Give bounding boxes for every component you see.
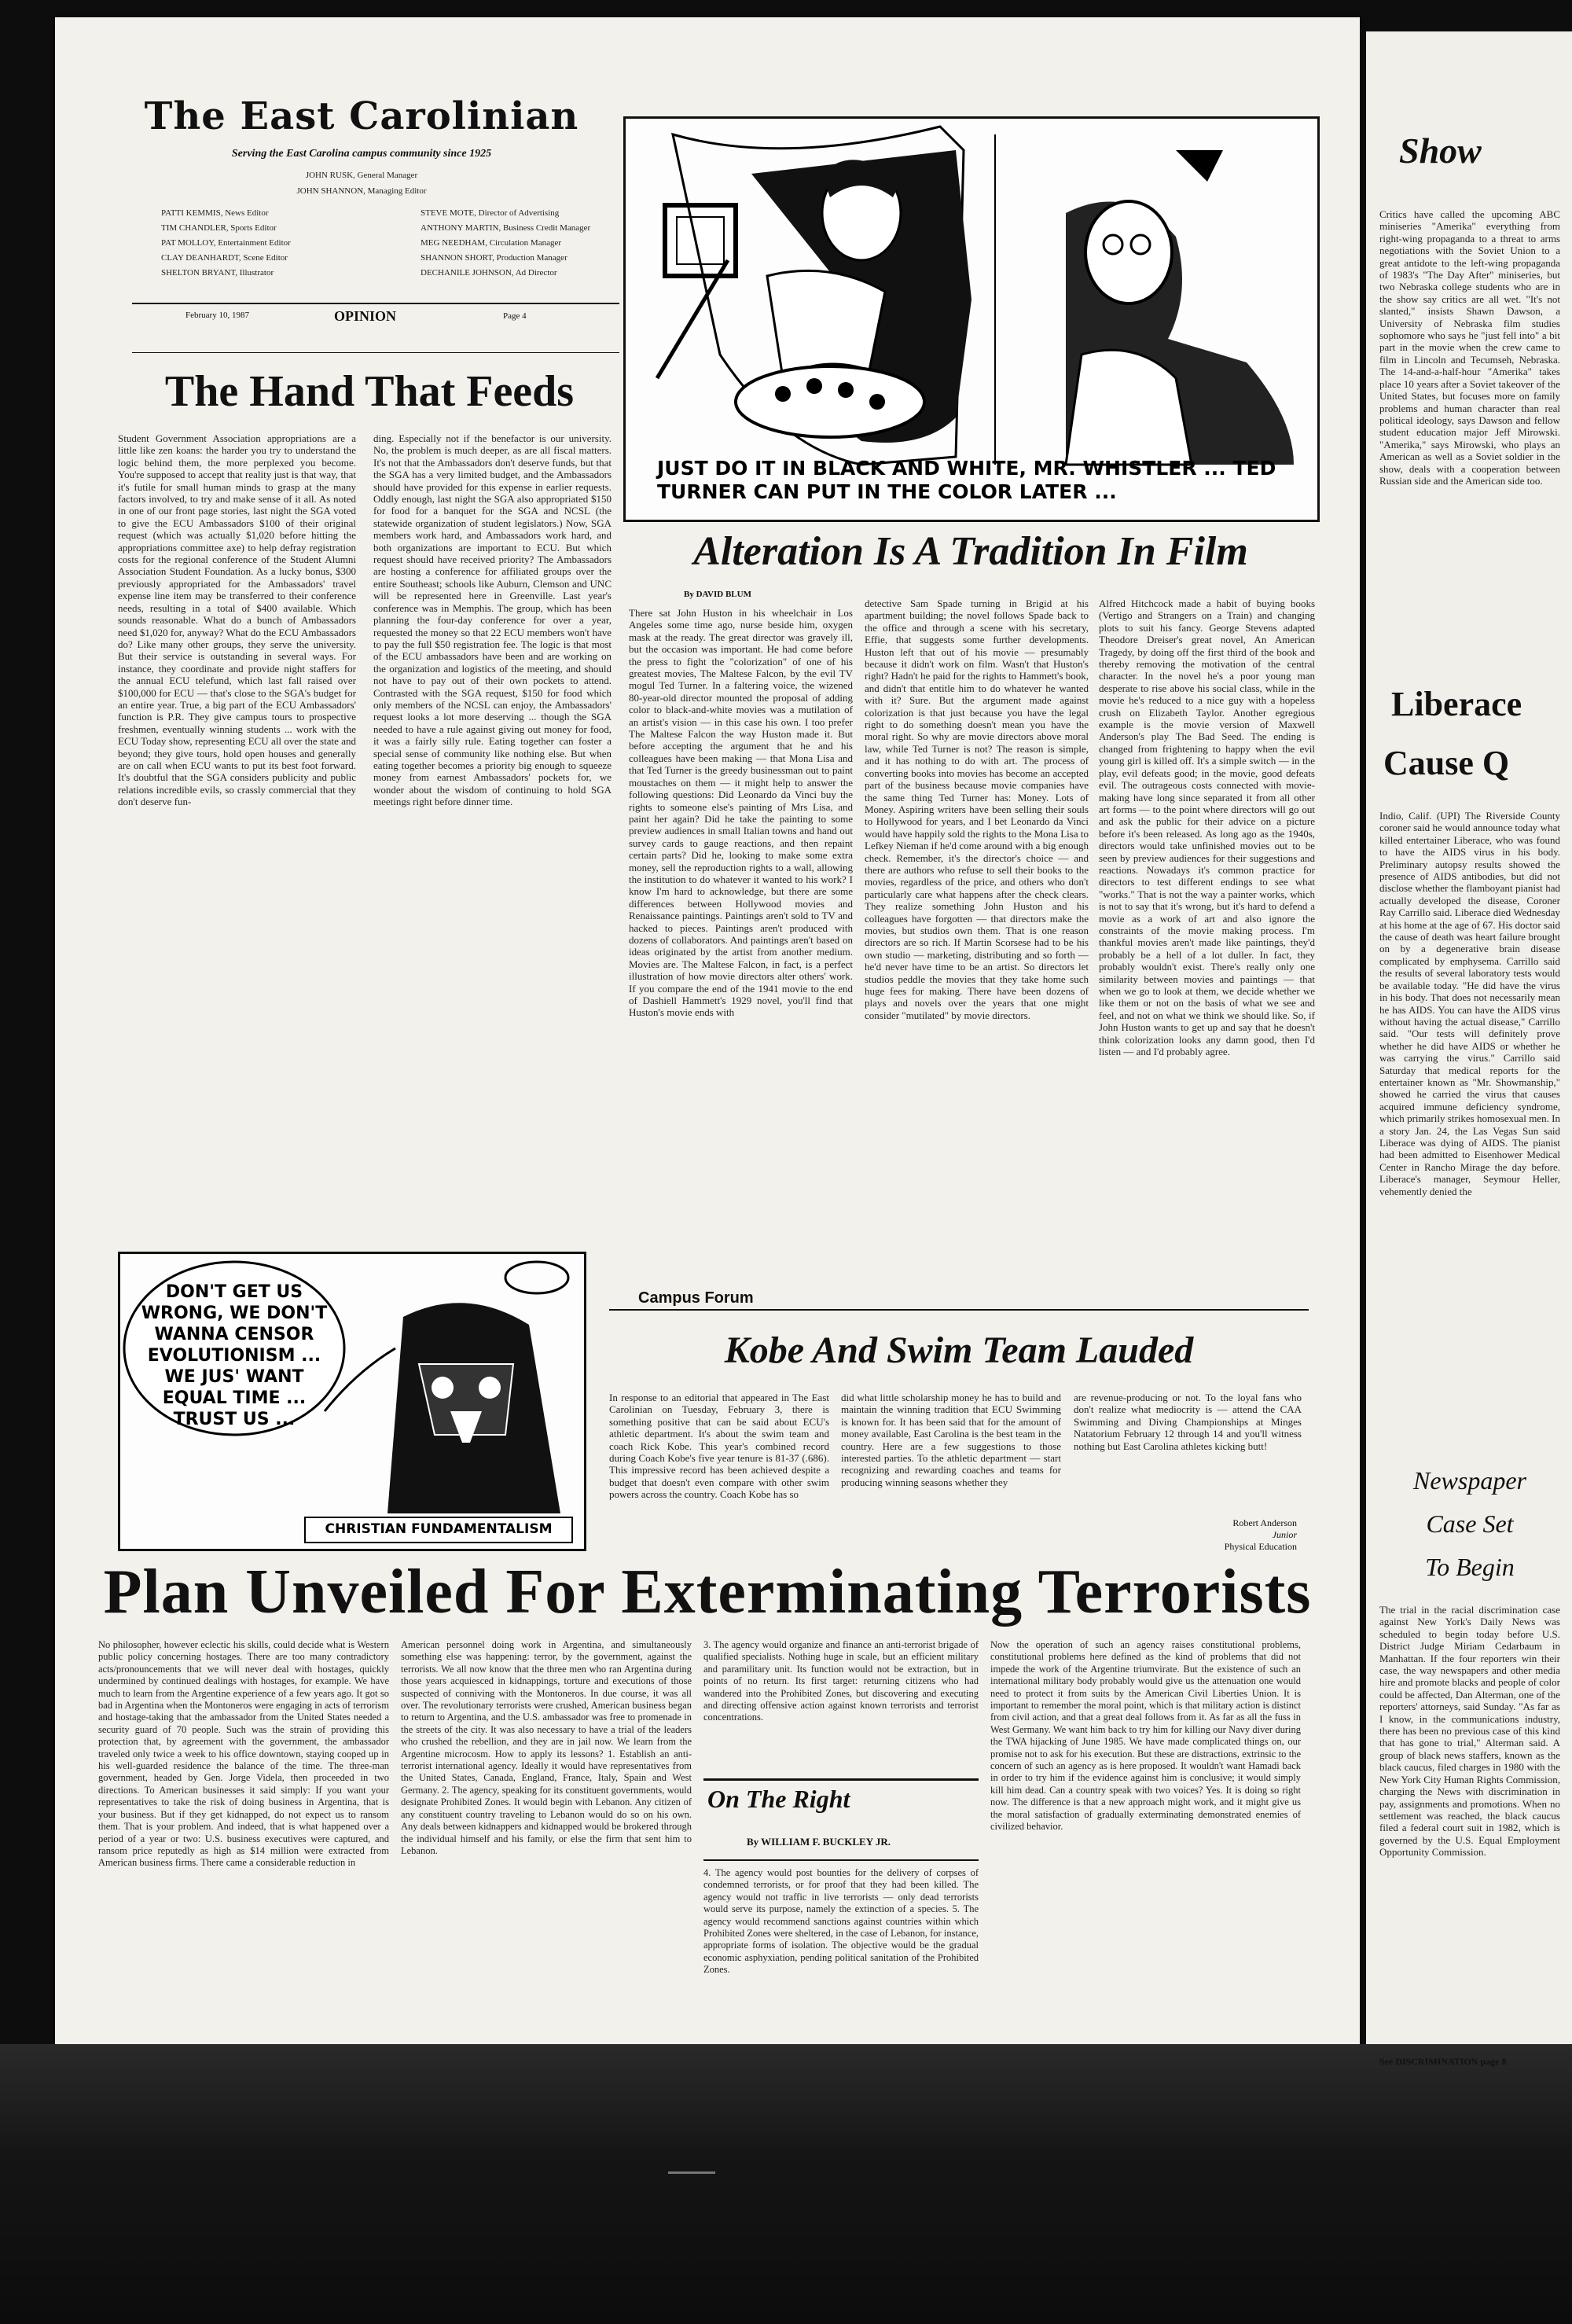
terrorists-headline: Plan Unveiled For Exterminating Terrorists bbox=[103, 1557, 1312, 1627]
whistler-caption: JUST DO IT IN BLACK AND WHITE, MR. WHISTLER ... TED TURNER CAN PUT IN THE COLOR LATER ... bbox=[657, 457, 1276, 503]
terrorists-column-2: American personnel doing work in Argentina, and simultaneously something else was happening: terror, by the government, against the terrorists. We all now know that the three men who ran Argentina during those years acquiesced in kidnappings, torture and executions of those suspected of conniving with the Montoneros. In due course, it was all over. The revolutionary terrorists were crushed, American business began to return to Argentina, and the U.S. ambassador was free to promenade in the streets of the city. It was also necessary to have a trial of the leaders who crushed the rebellion, and they are in jail now. We learn from the Argentine microcosm. How to apply its lessons? 1. Establish an anti-terrorist international agency. Ideally it would have representatives from the United States, Canada, England, France, Italy, Spain and West Germany. 2. The agency, speaking for its constituent governments, would designate Prohibited Zones. It would begin with Lebanon. Any citizen of any constituent country traveling to Lebanon would do so on his own. Any deals between kidnappers and kidnapped would be brokered through the individual himself and his family, or else the firm that sent him to Lebanon. bbox=[401, 1639, 692, 1856]
staff-list-right bbox=[421, 206, 633, 281]
staff-entry: CLAY DEANHARDT, Scene Editor bbox=[161, 253, 288, 263]
section-label: OPINION bbox=[334, 308, 397, 324]
forum-headline: Kobe And Swim Team Lauded bbox=[724, 1329, 1194, 1371]
film-byline: By DAVID BLUM bbox=[684, 590, 751, 599]
show-headline: Show bbox=[1399, 131, 1482, 171]
cartoon-label: CHRISTIAN FUNDAMENTALISM bbox=[325, 1521, 553, 1537]
masthead-gm: JOHN RUSK, General Manager bbox=[305, 171, 418, 180]
staff-entry: PAT MOLLOY, Entertainment Editor bbox=[161, 238, 291, 248]
signature-name: Robert Anderson bbox=[1232, 1517, 1297, 1528]
staff-entry: MEG NEEDHAM, Circulation Manager bbox=[421, 238, 562, 248]
fundamentalism-cartoon bbox=[118, 1252, 586, 1551]
staff-entry: DECHANILE JOHNSON, Ad Director bbox=[421, 268, 557, 278]
forum-rule bbox=[609, 1309, 1309, 1311]
forum-column-1: In response to an editorial that appeared in The East Carolinian on Tuesday, February 3, there is something positive that can be said about ECU's athletic department. It's about the swim team and coach Rick Kobe. This year's combined record during Coach Kobe's five year tenure is 81-37 (.686). This impressive record has been achieved despite a budget that doesn't even compare with other swim powers across the country. Coach Kobe has so bbox=[609, 1392, 829, 1501]
issue-date: February 10, 1987 bbox=[185, 311, 249, 320]
liberace-headline-2: Cause Q bbox=[1383, 744, 1510, 782]
masthead-rule bbox=[132, 303, 619, 304]
newspaper-article: The trial in the racial discrimination case against New York's Daily News was scheduled to begin today before U.S. District Judge Miriam Cedarbaum in Manhattan. If the four reporters win their case, the way newspapers and other media hire and promote blacks and people of color could be affected, Dan Alterman, one of the reporters' attorneys, said Sunday. "As far as I know, in the communications industry, there has been no previous case of this kind that has gone to trial," Alterman said. A group of black news staffers, known as the black caucus, filed charges in 1980 with the New York City Human Rights Commission, charging the News with discrimination in pay, assignments and promotions. When no settlement was reached, the black caucus filed a federal court suit in 1982, which is governed by the U.S. Equal Employment Opportunity Commission. bbox=[1379, 1604, 1560, 1859]
forum-column-2: did what little scholarship money he has to build and maintain the winning tradition that ECU Swimming is known for. It has been said that for the amount of money available, East Carolina is the best team in the country. Here are a few suggestions to those interested parties. To the athletic department — start recognizing and rewarding coaches and teams for producing winning seasons whether they bbox=[841, 1392, 1061, 1488]
editorial-headline: The Hand That Feeds bbox=[164, 367, 575, 416]
staff-entry: SHELTON BRYANT, Illustrator bbox=[161, 268, 274, 278]
cartoon-speech-bubble: DON'T GET US WRONG, WE DON'T WANNA CENSOR EVOLUTIONISM ... WE JUS' WANT EQUAL TIME ... TRUST US ... bbox=[141, 1282, 328, 1429]
forum-signature bbox=[1163, 1517, 1297, 1553]
signature-dept: Physical Education bbox=[1224, 1541, 1297, 1552]
editorial-column-1: Student Government Association appropriations are a little like zen koans: the harder you try to understand the logic behind them, the more perplexed you become. You're supposed to accept that reality just is that way, that it's futile for small human minds to grasp at the many factors involved, to try and make sense of it all. As noted in one of our front page stories, last night the SGA voted to give the ECU Ambassadors $100 of their original request (which was actually $1,020 before hitting the appropriations committee axe) to help defray registration costs for the regional conference of the Student Alumni Association Student Foundation. As a lucky bonus, $300 previously appropriated for the Ambassadors' travel expense line item may be transferred to their conference needs, resulting in a total of $400 available. Which sounds reasonable. What do a bunch of Ambassadors need $1,020 for, anyway? What do the ECU Ambassadors do? Like many other groups, they serve the university. But their service is outstanding in several ways. For instance, they coordinate and provide night staffers for the annual ECU telefund, which last fall raised over $100,000 for ECU — that's close to the SGA's budget for an entire year. True, a big part of the ECU Ambassadors' function is P.R. They give campus tours to prospective freshmen, eventually winning students ... work with the ECU Today show, representing ECU all over the state and beyond; they give tours, hold open houses and generally are on call when ECU wants to put its best foot forward. It's doubtful that the SGA considers publicity and public relations incredible evils, so crassly commercial that they don't deserve fun- bbox=[118, 432, 356, 808]
staff-entry: SHANNON SHORT, Production Manager bbox=[421, 253, 567, 263]
signature-title: Junior bbox=[1272, 1529, 1297, 1540]
film-headline: Alteration Is A Tradition In Film bbox=[693, 529, 1248, 574]
section-rule bbox=[132, 352, 619, 353]
whistler-cartoon bbox=[623, 116, 1320, 522]
terrorists-column-1: No philosopher, however eclectic his skills, could decide what is Western public policy concerning hostages. There are too many contradictory acts/pronouncements that we will never deal with hostages, quickly undermined by continued dealings with hostages, for example. We have much to learn from the Argentine experience of a few years ago. It got so bad in Argentina when the Montoneros were engaging in acts of terrorism and hostage-taking that the ambassador from the United States needed a security guard of 70 people. Such was the strain of providing this protection that, by agreement with the government, the ambassador traveled only twice a week to his office downtown, staying cooped up in his well-guarded residence the balance of the time. The three-man government, headed by Gen. Jorge Videla, then proceeded in two directions. To American businesses it said simply: If you want your representatives to take the risk of doing business in Argentina, that is your business. But if they get kidnapped, do not expect us to ransom them. That is your problem. And indeed, that is what happened over a period of a year or two: U.S. business executives were captured, and ransom price reputedly as high as $14 million were extracted from American business firms. There came a considerable reduction in bbox=[98, 1639, 389, 1869]
film-column-2: detective Sam Spade turning in Brigid at his apartment building; the novel follows Spade back to the office and through a scene with his secretary, Effie, that suggests some further developments. Huston left that out of his movie — presumably because it didn't work on film. Wasn't that Huston's right? Hadn't he paid for the rights to Hammett's book, and didn't that entitle him to do whatever he wanted with it? Sure. But the argument made against colorization is that just because you have the legal right to do something doesn't mean you have the moral right. So why are movie directors above moral law, while Ted Turner is not? The reason is simple, and it has nothing to do with art. The process of converting books into movies has become an accepted part of the business because movie companies have the same thing Ted Turner has: Money. Lots of Money. Aspiring writers have been selling their souls to Hollywood for years, and I bet Leonardo da Vinci would have happily sold the rights to the Mona Lisa to Lefkey Nieman if he'd come around with a big enough check. Remember, it's the director's choice — and there are authors who refuse to sell their books to the movies, regardless of the price, and others who don't particularly care what happens after the check clears. They realize something John Huston and his colleagues have forgotten — that directors make the movies, but studios own them. That is one reason directors are so rich. If Martin Scorsese had to be his own studio — marketing, distributing and so forth — he'd never have time to be an artist. So directors let studios peddle the movies that they take home such huge fees for making. There have been dozens of plays and novels over the years that one might consider "mutilated" by movie directors. bbox=[865, 598, 1089, 1021]
masthead-title: The East Carolinian bbox=[144, 94, 579, 138]
otr-rule-bottom bbox=[703, 1859, 979, 1861]
masthead-motto: Serving the East Carolina campus community since 1925 bbox=[231, 148, 492, 160]
terrorists-column-4: Now the operation of such an agency raises constitutional problems, constitutional problems here defined as the kind of problems that did not impede the work of the Argentine triumvirate. But the existence of such an international military body probably would give us the attenuation one would need to protect it from suits by the American Civil Liberties Union. It is important to remember the moral point, which is that military action is distinct from civil action, and that a great deal follows from it. As far as all the fuss in West Germany. We want him back to try him for killing our Navy diver during the TWA hijacking of June 1985. We have made complicated things on, our promise not to ask for his execution. But these are distractions, extrinsic to the concern of such an agency as is here proposed. It wouldn't want Hamadi back in order to try him if the evidence against him is conclusive; it would simply kill him dead. Can a country speak with two voices? Yes. It is doing so right now. The difference is that a new approach might work, and it might give us the moral satisfaction of gradually exterminating demonstrated enemies of civilized behavior. bbox=[990, 1639, 1301, 1833]
show-article: Critics have called the upcoming ABC miniseries "Amerika" everything from right-wing propaganda to a threat to arms negotiations with the Soviet Union to a great antidote to the left-wing propaganda of 1983's "The Day After" miniseries, but two Nebraska college students who are in the show say critics are all wet. "It's not slanted," insists Shawn Dawson, a University of Nebraska film studies sophomore who says he "just fell into" a bit part in the movie when the crew came to film in Lincoln and Tecumseh, Nebraska. The 14-and-a-half-hour "Amerika" takes place 10 years after a Soviet takeover of the United States, but focuses more on family problems and human character than real political ideology, says Dawson and fellow student education major Jeff Mirowski. "Amerika," says Mirowski, who plays an American as well as a Soviet soldier in the show, deals with a cooperation between Russian side and the American side too. bbox=[1379, 208, 1560, 487]
terrorists-column-3b: 4. The agency would post bounties for the delivery of corpses of condemned terrorists, or for proof that they had been killed. The agency would not traffic in live terrorists — only dead terrorists would serve its purpose, namely the extinction of a species. 5. The agency would recommend sanctions against countries within which Prohibited Zones were sheltered, in the case of Lebanon, for instance, appropriate forms of isolation. The objective would be the gradual economic asphyxiation, pending political sanitation of the Prohibited Zones. bbox=[703, 1867, 979, 1976]
newspaper-headline-3: To Begin bbox=[1425, 1553, 1515, 1581]
masthead-me: JOHN SHANNON, Managing Editor bbox=[296, 186, 427, 196]
staff-entry: TIM CHANDLER, Sports Editor bbox=[161, 223, 277, 233]
staff-entry: STEVE MOTE, Director of Advertising bbox=[421, 208, 560, 218]
discrimination-jump: See DISCRIMINATION page 8 bbox=[1379, 2056, 1507, 2067]
staff-entry: ANTHONY MARTIN, Business Credit Manager bbox=[421, 223, 591, 233]
otr-title: On The Right bbox=[707, 1785, 850, 1813]
newspaper-headline-1: Newspaper bbox=[1413, 1466, 1526, 1495]
page-number: Page 4 bbox=[503, 311, 527, 321]
liberace-headline-1: Liberace bbox=[1391, 685, 1522, 723]
microfilm-border bbox=[0, 2044, 1572, 2324]
newspaper-headline-2: Case Set bbox=[1426, 1509, 1514, 1538]
otr-rule bbox=[703, 1778, 979, 1781]
editorial-column-2: ding. Especially not if the benefactor is our university. No, the problem is much deeper, as are all fiscal matters. It's not that the Ambassadors don't deserve funds, but that the SGA has a very limited budget, and the Ambassadors should have provided for this expense in earlier requests. Oddly enough, last night the SGA also appropriated $150 for food for a banquet for the SGA and NCSL (the statewide organization of student legislators.) Now, SGA members work hard, and Ambassadors work hard, and both organizations are important to ECU. But which request should have received priority? The Ambassadors are hosting a conference for affiliated groups over the entire Southeast; schools like Auburn, Clemson and UNC will be represented here in Greenville. Last year's conference was in Memphis. The group, which has been planning the four-day conference for over a year, requested the money so that 22 ECU members won't have to pay the full $50 registration fee. The logic is that most of the ECU ambassadors have been and are working on the organization and logistics of the meeting, and should not have to pay out of their own pockets to attend. Contrasted with the SGA request, $150 for food which only members of the NCSL can enjoy, the Ambassadors' request looks a lot more deserving ... though the SGA needed to have a rule against giving out money for food, it was a fairly silly rule. Eating together can foster a special sense of community like nothing else. But when eating together becomes a priority big enough to squeeze money from earnest Ambassadors' pockets for, we wonder about the wisdom of continuing to hold SGA meetings right before dinner time. bbox=[373, 432, 612, 808]
terrorists-column-3a: 3. The agency would organize and finance an anti-terrorist brigade of qualified specialists. Nothing huge in scale, but an efficient military and paramilitary unit. Its function would not be extraction, but in points of no return. Its first target: returning citizens who had wandered into the Prohibited Zones, but discovering and executing and directing offensive action against known terrorists and terrorist concentrations. bbox=[703, 1639, 979, 1723]
film-column-1: There sat John Huston in his wheelchair in Los Angeles some time ago, nurse beside him, oxygen mask at the ready. The great director was gravely ill, but the occasion was important. He had come before the press to fight the "colorization" of one of his greatest movies, The Maltese Falcon, by the evil TV mogul Ted Turner. In a faltering voice, the wizened 80-year-old director mounted the proposal of adding color to black-and-white movies was a mutilation of an artist's vision — in this case his own. I too prefer The Maltese Falcon the way Huston made it. But before accepting the argument that he and his colleagues have been making — that Mona Lisa and that Ted Turner is the greedy businessman out to paint moustaches on them — it might help to answer the following questions: Did Leonardo da Vinci buy the rights to someone else's painting of Mrs Lisa, and paint her again? Did he take the painting to some preview audiences in small Italian towns and hand out survey cards to gauge reactions, and then repaint certain parts? Did he, looking to make some extra money, sell the reproduction rights to a wall, allowing the institution to do whatever it wanted to his work? I know I'm hard to acknowledge, but there are some differences between Hollywood movies and Renaissance paintings. Paintings aren't sold to TV and hacked to pieces. Paintings aren't produced with dozens of collaborators. And paintings aren't based on ideas originated by the artist from another medium. Movies are. The Maltese Falcon, in fact, is a perfect illustration of how movie directors alter others' work. If you compare the end of the 1941 movie to the end of Dashiell Hammett's 1929 novel, you'll find that Huston's movie ends with bbox=[629, 607, 853, 1019]
film-edge-mark bbox=[668, 2171, 715, 2174]
staff-entry: PATTI KEMMIS, News Editor bbox=[161, 208, 269, 218]
forum-kicker: Campus Forum bbox=[638, 1289, 754, 1307]
film-column-3: Alfred Hitchcock made a habit of buying books (Vertigo and Strangers on a Train) and changing plots to suit his fancy. George Stevens adapted Theodore Dreiser's great novel, An American Tragedy, by doing off the first third of the book and thereby removing the motivation of the central character. In the novel he's a poor young man desperate to rise above his social class, while in the movie he's reduced to a nice guy with a hopeless crush on Elizabeth Taylor. Another egregious example is the movie version of Maxwell Anderson's play The Bad Seed. The ending is changed from frightening to happy when the evil young girl is killed off. It's a simple switch — in the play, evil defeats good; in the movie, good defeats evil. The outrageous costs connected with movie-making have long since separated it from all other art forms — to the point where directors will go out and ask the public for their advice on a picture before it's been released. As long ago as the 1940s, directors would take unfinished movies out to be seen by preview audiences for their suggestions and reactions. Nowadays it's common practice for directors to test different endings to see what "works." That is not the way a painter works, which is not to say that it's wrong, but it's hard to defend a movie as a work of art and also ignore the constraints of the movie making process. I'm thankful movies aren't made like paintings, they'd probably be a hell of a lot duller. In fact, they probably wouldn't exist. There's really only one similarity between movies and paintings — that when we go to look at them, we decide whether we like them or not on the basis of what we see and feel, and not on what we think we should like. So, if John Huston wants to get up and say that he doesn't think colorization looks any damn good, then I'd listen — and I'd probably agree. bbox=[1099, 598, 1315, 1058]
liberace-article: Indio, Calif. (UPI) The Riverside County coroner said he would announce today what killed entertainer Liberace, who was found to have the AIDS virus in his body. Preliminary autopsy results showed the presence of AIDS antibodies, but did not disclose whether the flamboyant pianist had actually developed the disease, Coroner Ray Carrillo said. Liberace died Wednesday at his home at the age of 67. His doctor said the cause of death was heart failure brought on by a degenerative brain disease complicated by emphysema. Carrillo said the results of several laboratory tests would be available today. "He did have the virus in his body. That does not necessarily mean he has AIDS. You can have the AIDS virus without having the actual disease," Carrillo said. "Our tests will definitely prove whether he did have AIDS or whether he was carrying the virus." Carrillo said Saturday that medical reports for the entertainer known as "Mr. Showmanship," showed he carried the virus that causes acquired immune deficiency syndrome, which primarily strikes homosexual men. In a story Jan. 24, the Las Vegas Sun said Liberace was dying of AIDS. The pianist had been admitted to Eisenhower Medical Center in Rancho Mirage the day before. Liberace's manager, Seymour Heller, vehemently denied the bbox=[1379, 810, 1560, 1197]
forum-column-3: are revenue-producing or not. To the loyal fans who don't realize what mediocrity is — attend the CAA Swimming and Diving Championships at Minges Natatorium February 12 through 14 and you'll witness nothing but East Carolina athletes kicking butt! bbox=[1074, 1392, 1302, 1452]
staff-list-left bbox=[161, 206, 373, 281]
otr-byline: By WILLIAM F. BUCKLEY JR. bbox=[747, 1836, 891, 1848]
